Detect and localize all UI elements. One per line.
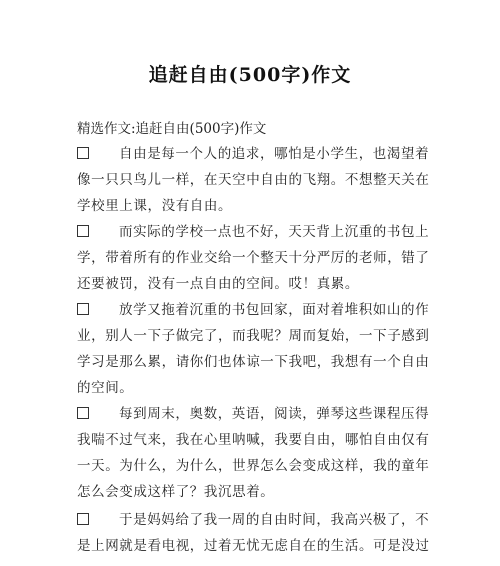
paragraph-4 — [77, 401, 430, 505]
paragraph-line: 的空间。 — [77, 380, 134, 396]
paragraph-line: 学，带着所有的作业交给一个整天十分严厉的老师，错了 — [77, 250, 430, 266]
paragraph-2 — [77, 219, 430, 297]
paragraph-5 — [77, 507, 430, 559]
paragraph-line: 是上网就是看电视，过着无忧无虑自在的生活。可是没过 — [77, 538, 430, 554]
paragraph-line: 我喘不过气来，我在心里呐喊，我要自由，哪怕自由仅有 — [77, 432, 430, 448]
paragraph-line: 还要被罚，没有一点自由的空间。哎！真累。 — [77, 276, 359, 292]
document-subtitle: 精选作文:追赶自由(500字)作文 — [77, 121, 267, 137]
paragraph-line: 学习是那么累，请你们也体谅一下我吧，我想有一个自由 — [77, 354, 430, 370]
checkbox-icon — [77, 407, 89, 419]
checkbox-icon — [77, 513, 89, 525]
paragraph-line: 学校里上课，没有自由。 — [77, 198, 233, 214]
paragraph-line: 业，别人一下子做完了，而我呢？周而复始，一下子感到 — [77, 328, 430, 344]
checkbox-icon — [77, 147, 89, 159]
paragraph-line: 像一只只鸟儿一样，在天空中自由的飞翔。不想整天关在 — [77, 172, 430, 188]
paragraph-3 — [77, 297, 430, 401]
checkbox-icon — [77, 303, 89, 315]
paragraph-line: 于是妈妈给了我一周的自由时间，我高兴极了，不 — [77, 507, 417, 533]
paragraph-line: 自由是每一个人的追求，哪怕是小学生，也渴望着 — [77, 141, 417, 167]
paragraph-line: 放学又拖着沉重的书包回家，面对着堆积如山的作 — [77, 297, 417, 323]
paragraph-line: 一天。为什么，为什么，世界怎么会变成这样，我的童年 — [77, 458, 430, 474]
document-title: 追赶自由(500字)作文 — [148, 64, 352, 86]
paragraph-1 — [77, 141, 430, 219]
paragraph-line: 怎么会变成这样了？我沉思着。 — [77, 484, 275, 500]
paragraph-line: 而实际的学校一点也不好，天天背上沉重的书包上 — [77, 219, 417, 245]
paragraph-line: 每到周末，奥数，英语，阅读，弹琴这些课程压得 — [77, 401, 417, 427]
checkbox-icon — [77, 225, 89, 237]
